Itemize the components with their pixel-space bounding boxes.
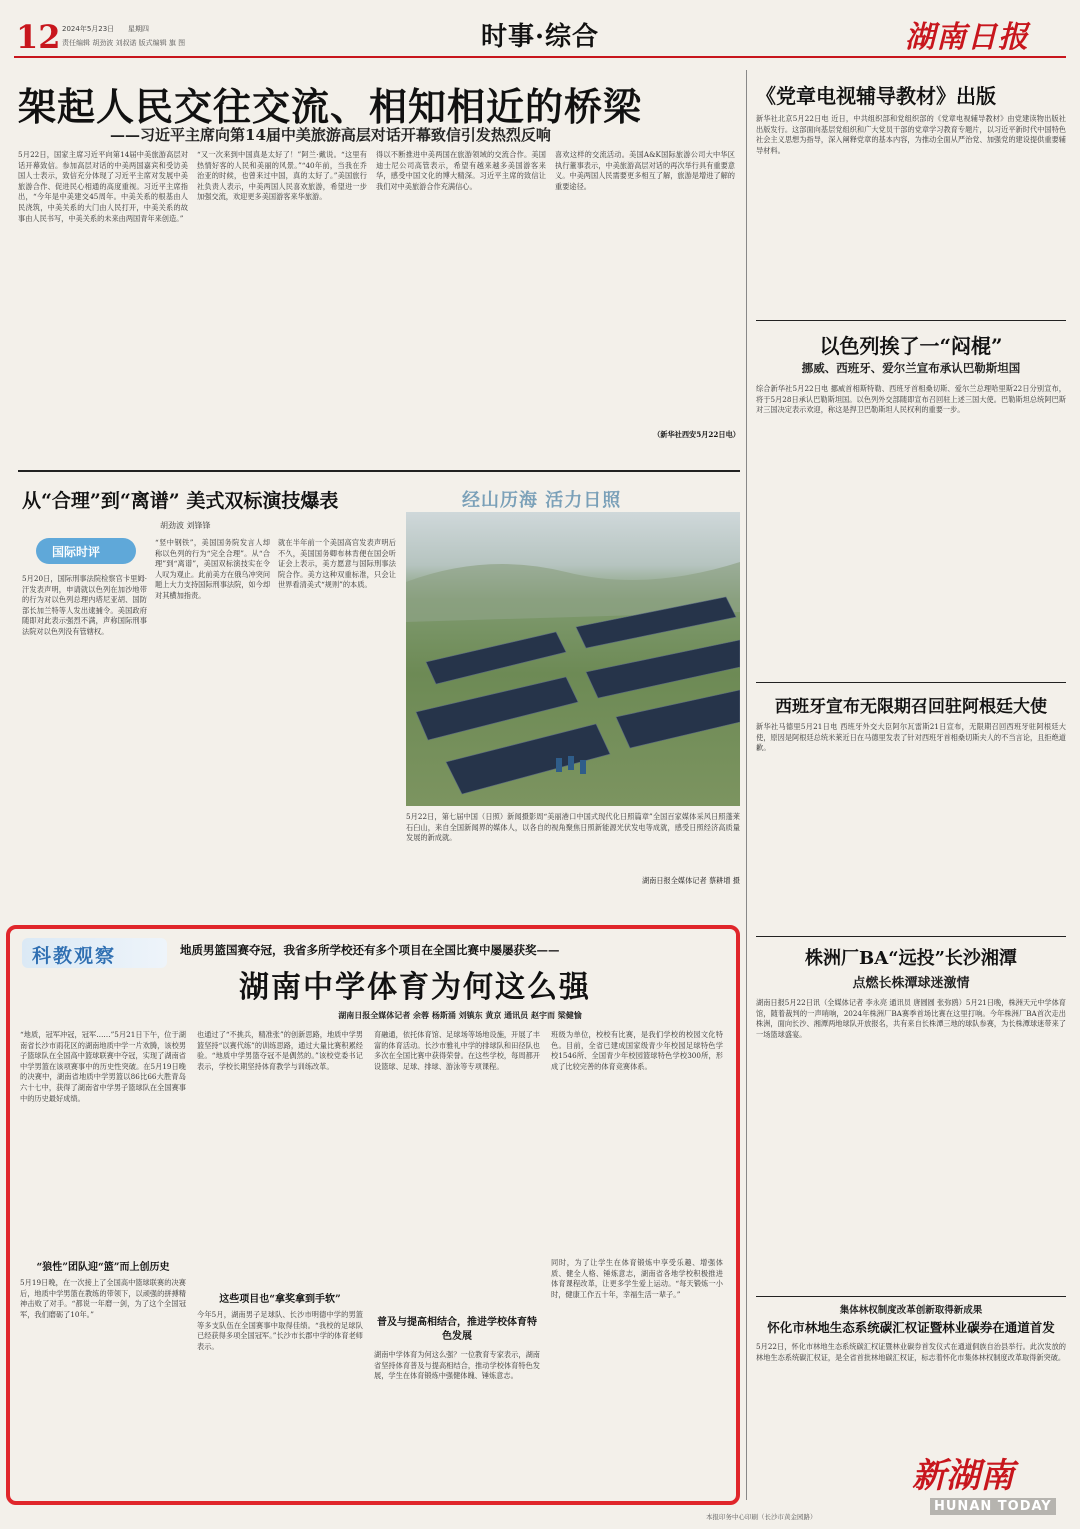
feature-kicker: 地质男篮国赛夺冠，我省多所学校还有多个项目在全国比赛中屡屡获奖—— [180,943,560,957]
issue-date: 2024年5月23日 [62,25,115,33]
lead-column-1: 5月22日，国家主席习近平向第14届中美旅游高层对话开幕致信。参加高层对话的中美两国嘉宾和受访美国人士表示，致信充分体现了习近平主席对发展中美旅游合作、促进民心相通的高度重视。习近平主席指出，“今年是中美建交45周年。中美关系的根基由人民浇筑，中美关系的大门由人民打开，中美关系的故事由人民书写，中美关系的未来由两国青年来创造。” [18,150,188,223]
section-title: 时事·综合 [480,22,600,52]
feature-headline: 湖南中学体育为何这么强 [239,970,591,1005]
feature-column-1b: 5月19日晚，在一次接上了全国高中篮球联赛的决赛后，地质中学男篮在教练的带领下，以顽强的拼搏精神击败了对手。“都说一年磨一剑，为了这个全国冠军，我们磨砺了10年。” [20,1278,186,1319]
zhuzhou-headline: 株洲厂BA“远投”长沙湘潭 [805,948,1017,969]
feature-subhead-2: 这些项目也“拿奖拿到手软” [219,1294,341,1305]
feature-badge [22,938,167,968]
photo-caption: 5月22日，第七届中国（日照）新闻摄影周“美丽港口中国式现代化日照篇章”全国百家媒体采风日照蓬莱石臼山，来自全国新闻界的媒体人，以各自的视角聚焦日照新能源光伏发电等成就，感受日照经济高质量发展的新成就。 [406,812,740,843]
party-tv-body: 新华社北京5月22日电 近日，中共组织部和党组织部的《党章电视辅导教材》由党建读物出版社出版发行。这部面向基层党组织和广大党员干部的党章学习教育专题片，以习近平新时代中国特色社会主义思想为指导，深入阐释党章的基本内容，为推动全面从严治党、加强党的建设提供重要辅导材料。 [756,114,1066,155]
lead-column-2: “又一次来到中国真是太好了！”阿兰·戴说。“这里有热情好客的人民和美丽的风景。”“40年前，当我在乔治亚的时候，也曾来过中国，真的太好了。”美国旅行社负责人表示，中美两国人民喜欢旅游，希望进一步加强交流，欢迎更多美国游客来华旅游。 [197,150,367,202]
editors-line: 责任编辑 胡劲波 刘叔诺 版式编辑 旗 图 [62,39,186,47]
israel-subheadline: 挪威、西班牙、爱尔兰宣布承认巴勒斯坦国 [801,361,1021,375]
commentary-badge-label: 国际时评 [52,545,101,559]
feature-column-3a: 育融通，依托体育馆、足球场等场地设施，开展了丰富的体育活动。长沙市雅礼中学的排球队和田径队也多次在全国比赛中获得荣誉。在这些学校，每周都开设篮球、足球、排球、游泳等专项课程。 [374,1030,540,1071]
new-hunan-logo-en: HUNAN TODAY [930,1498,1056,1515]
israel-body: 综合新华社5月22日电 挪威首相斯特勒、西班牙首相桑切斯、爱尔兰总理哈里斯22日分别宣布，将于5月28日承认巴勒斯坦国。以色列外交部随即宣布召回驻上述三国大使。巴勒斯坦总统阿巴斯对三国决定表示欢迎，称这是捍卫巴勒斯坦人民权利的重要一步。 [756,384,1066,415]
solar-panels-graphic [406,512,740,806]
lead-headline: 架起人民交往交流、相知相近的桥梁 [18,84,643,129]
page-number: 12 [16,18,61,56]
israel-headline: 以色列挨了一“闷棍” [819,334,1003,358]
masthead-divider [14,56,1066,58]
forestry-headline: 怀化市林地生态系统碳汇权证暨林业碳券在通道首发 [767,1320,1055,1335]
right-rule-2 [756,682,1066,683]
solar-farm-photo [406,512,740,806]
spain-headline: 西班牙宣布无限期召回驻阿根廷大使 [775,697,1047,717]
feature-badge-label: 科教观察 [32,945,117,967]
print-note: 本报印务中心印刷（长沙市黄金园路） [706,1513,817,1521]
feature-column-1a: “地质，冠军冲冠，冠军……”5月21日下午，位于湖南省长沙市雨花区的湖南地质中学一片欢腾，该校男子篮球队在全国高中篮球联赛中夺冠，实现了湖南省中学男篮在该项赛事中的历史性突破。在5月19日晚的决赛中，湖南省地质中学男篮以86比66大胜青岛六十七中，获得了湖南省中学男子篮球队在全国赛事中的历史最好成绩。 [20,1030,186,1103]
feature-subhead-3: 普及与提高相结合，推进学校体育特色发展 [377,1317,537,1342]
vertical-divider-right [746,70,747,1500]
feature-column-4b: 同时，为了让学生在体育锻炼中享受乐趣、增强体质、健全人格、锤炼意志，湖南省各地学校积极推进体育课程改革，让更多学生爱上运动。“每天锻炼一小时，健康工作五十年，幸福生活一辈子。” [551,1258,723,1299]
right-rule-4 [756,1296,1066,1297]
commentary-column-2: “竖中钢铁”，美国国务院发言人却称以色列的行为“完全合理”。从“合理”到“离谱”，美国双标演技实在令人叹为观止。此前美方在俄乌冲突问题上大力支持国际刑事法院，如今却对其横加指责。 [155,538,270,600]
feature-byline: 湖南日报全媒体记者 余蓉 杨斯涌 刘镇东 黄京 通讯员 赵宇而 梁健愉 [338,1011,582,1020]
photo-credit: 湖南日报全媒体记者 蔡耕增 摄 [641,876,740,885]
commentary-author: 胡劲波 刘锋锋 [160,521,211,530]
new-hunan-logo: 新湖南 [912,1456,1014,1496]
right-rule-1 [756,320,1066,321]
issue-weekday: 星期四 [128,25,149,33]
commentary-column-3: 就在半年前一个美国高官发表声明后不久，美国国务卿布林肯便在国会听证会上表示，美方愿意与国际刑事法院合作。美方这种双重标准，只会让世界看清美式“规则”的本质。 [278,538,396,590]
feature-column-2a: 也通过了“不挑兵，精准张”的创新思路，地质中学男篮坚持“以赛代练”的训练思路，通过大量比赛积累经验。“地质中学男篮夺冠不是偶然的。”该校党委书记表示，学校长期坚持体育教学与训练改革。 [197,1030,363,1071]
photo-headline: 经山历海 活力日照 [462,490,622,511]
lead-credit: （新华社西安5月22日电） [653,430,740,439]
zhuzhou-subheadline: 点燃长株潭球迷激情 [852,976,970,991]
feature-column-4a: 班级为单位，校校有比赛，是我们学校的校园文化特色。目前，全省已建成国家级青少年校园足球特色学校1546所、全国青少年校园篮球特色学校300所，形成了比较完善的体育竞赛体系。 [551,1030,723,1071]
commentary-column-1: 5月20日，国际刑事法院检察官卡里姆·汗发表声明，申请就以色列在加沙地带的行为对以色列总理内塔尼亚胡、国防部长加兰特等人发出逮捕令。美国政府随即对此表示强烈不满，声称国际刑事法院对以色列没有管辖权。 [22,574,147,636]
party-tv-headline: 《党章电视辅导教材》出版 [756,84,996,108]
feature-subhead-1: “狼性”团队迎“篮”而上创历史 [36,1262,170,1273]
right-rule-3 [756,936,1066,937]
forestry-body: 5月22日，怀化市林地生态系统碳汇权证暨林业碳券首发仪式在通道侗族自治县举行。此次发放的林地生态系统碳汇权证，是全省首批林地碳汇权证，标志着怀化市集体林权制度改革取得新突破。 [756,1342,1066,1362]
commentary-headline: 从“合理”到“离谱” 美式双标演技爆表 [22,490,339,512]
masthead [0,0,1080,62]
spain-body: 新华社马德里5月21日电 西班牙外交大臣阿尔瓦雷斯21日宣布，无限期召回西班牙驻阿根廷大使，原因是阿根廷总统米莱近日在马德里发表了针对西班牙首相桑切斯夫人的不当言论，且拒绝道歉。 [756,722,1066,753]
lead-subheadline: ——习近平主席向第14届中美旅游高层对话开幕致信引发热烈反响 [110,126,551,144]
lead-column-4: 喜欢这样的交流活动。美国A&K国际旅游公司大中华区执行董事表示，中美旅游高层对话的再次举行具有重要意义。中美两国人民需要更多相互了解，旅游是增进了解的重要途径。 [555,150,735,191]
feature-column-3b: 湖南中学体育为何这么强？一位教育专家表示，湖南省坚持体育普及与提高相结合，推动学校体育特色发展，学生在体育锻炼中强健体魄、锤炼意志。 [374,1350,540,1381]
feature-column-2b: 今年5月，湖南男子足球队、长沙市明德中学的男篮等多支队伍在全国赛事中取得佳绩。“我校的足球队已经获得多项全国冠军。”长沙市长郡中学的体育老师表示。 [197,1310,363,1351]
forestry-kicker: 集体林权制度改革创新取得新成果 [839,1305,983,1316]
lead-bottom-rule [18,470,740,472]
newspaper-logo: 湖南日报 [905,20,1029,55]
commentary-badge [36,538,136,564]
lead-column-3: 得以不断推进中美两国在旅游领域的交流合作。美国迪士尼公司高管表示，希望有越来越多美国游客来华，感受中国文化的博大精深。习近平主席的致信让我们对中美旅游合作充满信心。 [376,150,546,191]
zhuzhou-body: 湖南日报5月22日讯（全媒体记者 李永亮 通讯员 唐圆圆 张弥鸥）5月21日晚，株洲天元中学体育馆，随着裁判的一声哨响，2024年株洲厂BA赛季首场比赛在这里打响。今年株洲厂BA首次走出株洲，面向长沙、湘潭两地球队开放报名，共有来自长株潭三地的球队参赛，为长株潭球迷带来了一场篮球盛宴。 [756,998,1066,1039]
